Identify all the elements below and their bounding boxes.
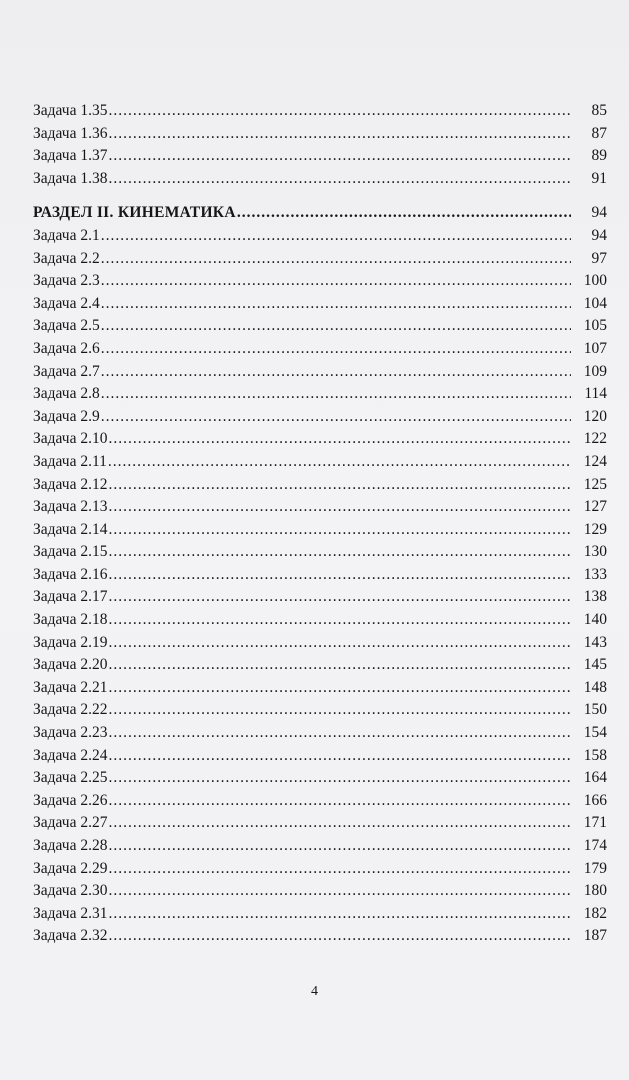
toc-entry-label: Задача 2.9 (33, 407, 100, 425)
dot-leader (108, 168, 571, 191)
toc-entry-page-number: 182 (583, 904, 607, 922)
dot-leader (108, 699, 571, 722)
toc-entry-label: Задача 2.15 (33, 543, 108, 561)
dot-leader (108, 428, 571, 451)
toc-entry-label: Задача 2.10 (33, 430, 108, 448)
toc-entry-page-number: 158 (583, 746, 607, 764)
toc-entry (33, 745, 607, 768)
dot-leader (108, 145, 571, 168)
toc-entry (33, 699, 607, 722)
dot-leader (108, 812, 571, 835)
dot-leader (101, 338, 571, 361)
dot-leader (108, 790, 571, 813)
toc-entry-page-number: 130 (583, 543, 607, 561)
dot-leader (108, 519, 571, 542)
toc-entry-page-number: 145 (583, 656, 607, 674)
toc-entry (33, 519, 607, 542)
toc-entry-label: Задача 2.11 (33, 452, 107, 470)
toc-entry-label: Задача 2.24 (33, 746, 108, 764)
dot-leader (108, 925, 571, 948)
dot-leader (108, 677, 571, 700)
toc-entry (33, 145, 607, 168)
dot-leader (108, 903, 571, 926)
dot-leader (108, 586, 571, 609)
toc-entry-label: Задача 2.12 (33, 475, 108, 493)
toc-entry-page-number: 148 (583, 678, 607, 696)
toc-entry-page-number: 120 (583, 407, 607, 425)
toc-entry-page-number: 129 (583, 520, 607, 538)
toc-entry (33, 609, 607, 632)
toc-section-heading (33, 202, 607, 225)
toc-entry-page-number: 97 (591, 249, 607, 267)
table-of-contents (33, 100, 607, 948)
toc-entry-label: Задача 2.14 (33, 520, 108, 538)
toc-entry (33, 361, 607, 384)
toc-entry (33, 541, 607, 564)
toc-entry-label: Задача 2.20 (33, 656, 108, 674)
dot-leader (108, 123, 571, 146)
toc-entry (33, 496, 607, 519)
dot-leader (101, 361, 571, 384)
toc-entry-label: Задача 1.35 (33, 102, 108, 119)
dot-leader (108, 654, 571, 677)
toc-entry-label: Задача 1.38 (33, 169, 108, 187)
toc-entry-label: Задача 2.2 (33, 249, 100, 267)
dot-leader (108, 474, 571, 497)
toc-entry-label: Задача 1.36 (33, 124, 108, 142)
toc-entry (33, 790, 607, 813)
toc-entry-page-number: 180 (583, 882, 607, 900)
toc-entry-page-number: 154 (583, 724, 607, 742)
toc-entry (33, 880, 607, 903)
dot-leader (108, 722, 571, 745)
toc-entry (33, 812, 607, 835)
dot-leader (108, 745, 571, 768)
toc-entry-page-number: 124 (583, 452, 607, 470)
toc-entry-label: Задача 1.37 (33, 147, 108, 165)
toc-entry-page-number: 138 (583, 588, 607, 606)
toc-entry-page-number: 140 (583, 611, 607, 629)
toc-entry-label: Задача 2.18 (33, 611, 108, 629)
toc-entry-label: Задача 2.25 (33, 769, 108, 787)
toc-entry-label: Задача 2.23 (33, 724, 108, 742)
toc-entry-label: Задача 2.26 (33, 791, 108, 809)
toc-entry-page-number: 166 (583, 791, 607, 809)
toc-entry (33, 225, 607, 248)
toc-entry (33, 835, 607, 858)
toc-entry (33, 248, 607, 271)
toc-entry (33, 338, 607, 361)
toc-entry-label: Задача 2.5 (33, 317, 100, 335)
toc-entry (33, 586, 607, 609)
toc-entry-label: Задача 2.19 (33, 633, 108, 651)
toc-entry-label: Задача 2.31 (33, 904, 108, 922)
toc-entry-label: Задача 2.6 (33, 339, 100, 357)
toc-entry-label: Задача 2.7 (33, 362, 100, 380)
toc-entry-label: Задача 2.3 (33, 272, 100, 290)
toc-entry-label: Задача 2.16 (33, 565, 108, 583)
toc-entry-label: Задача 2.17 (33, 588, 108, 606)
toc-entry-page-number: 107 (583, 339, 607, 357)
toc-entry-page-number: 91 (591, 169, 607, 187)
dot-leader (108, 835, 571, 858)
dot-leader (101, 406, 571, 429)
toc-entry (33, 858, 607, 881)
toc-entry-page-number: 164 (583, 769, 607, 787)
toc-entry-label: Задача 2.1 (33, 226, 100, 244)
toc-entry-page-number: 87 (591, 124, 607, 142)
toc-entry-page-number: 109 (583, 362, 607, 380)
toc-entry-page-number: 133 (583, 565, 607, 583)
toc-entry-label: Задача 2.32 (33, 927, 108, 945)
toc-entry-page-number: 122 (583, 430, 607, 448)
toc-entry-page-number: 105 (583, 317, 607, 335)
dot-leader (108, 609, 571, 632)
dot-leader (101, 383, 571, 406)
toc-entry-page-number: 100 (583, 272, 607, 290)
dot-leader (101, 270, 571, 293)
toc-entry-page-number: 85 (591, 102, 607, 119)
toc-entry (33, 632, 607, 655)
toc-entry (33, 925, 607, 948)
dot-leader (108, 858, 571, 881)
page-folio: 4 (311, 984, 318, 999)
toc-entry (33, 100, 607, 123)
toc-entry-page-number: 174 (583, 837, 607, 854)
toc-entry (33, 315, 607, 338)
dot-leader (101, 315, 571, 338)
toc-entry-page-number: 89 (591, 147, 607, 165)
toc-entry-page-number: 171 (583, 814, 607, 832)
toc-entry-label: Задача 2.8 (33, 385, 100, 403)
toc-entry (33, 767, 607, 790)
toc-entry (33, 293, 607, 316)
toc-entry-page-number: 125 (583, 475, 607, 493)
dot-leader (108, 880, 571, 903)
toc-entry (33, 903, 607, 926)
toc-entry (33, 123, 607, 146)
dot-leader (108, 496, 571, 519)
toc-entry (33, 428, 607, 451)
toc-entry-page-number: 104 (583, 294, 607, 312)
toc-entry (33, 654, 607, 677)
dot-leader (237, 202, 571, 225)
toc-entry-page-number: 143 (583, 633, 607, 651)
section-spacer (33, 190, 607, 202)
toc-entry (33, 677, 607, 700)
toc-entry (33, 270, 607, 293)
toc-entry-page-number: 187 (583, 927, 607, 945)
toc-entry-label: Задача 2.27 (33, 814, 108, 832)
dot-leader (108, 767, 571, 790)
toc-entry (33, 722, 607, 745)
toc-entry-label: Задача 2.29 (33, 859, 108, 877)
toc-list-section-2 (33, 225, 607, 948)
toc-entry (33, 564, 607, 587)
section-page-number: 94 (591, 204, 607, 222)
toc-entry-label: Задача 2.13 (33, 498, 108, 516)
dot-leader (101, 293, 571, 316)
toc-entry (33, 168, 607, 191)
toc-entry-label: Задача 2.4 (33, 294, 100, 312)
toc-entry-label: Задача 2.28 (33, 837, 108, 854)
toc-entry (33, 406, 607, 429)
dot-leader (108, 541, 571, 564)
dot-leader (108, 632, 571, 655)
dot-leader (108, 451, 571, 474)
dot-leader (101, 225, 571, 248)
toc-entry-page-number: 94 (591, 226, 607, 244)
toc-entry-page-number: 127 (583, 498, 607, 516)
section-title: РАЗДЕЛ II. КИНЕМАТИКА (33, 204, 236, 222)
toc-entry (33, 474, 607, 497)
toc-entry-page-number: 150 (583, 701, 607, 719)
toc-list-section-1 (33, 100, 607, 190)
dot-leader (108, 564, 571, 587)
dot-leader (101, 248, 571, 271)
dot-leader (108, 100, 571, 123)
toc-entry-page-number: 179 (583, 859, 607, 877)
toc-entry-label: Задача 2.22 (33, 701, 108, 719)
toc-entry-label: Задача 2.21 (33, 678, 108, 696)
toc-entry-page-number: 114 (584, 385, 607, 403)
toc-entry (33, 451, 607, 474)
toc-entry-label: Задача 2.30 (33, 882, 108, 900)
toc-entry (33, 383, 607, 406)
